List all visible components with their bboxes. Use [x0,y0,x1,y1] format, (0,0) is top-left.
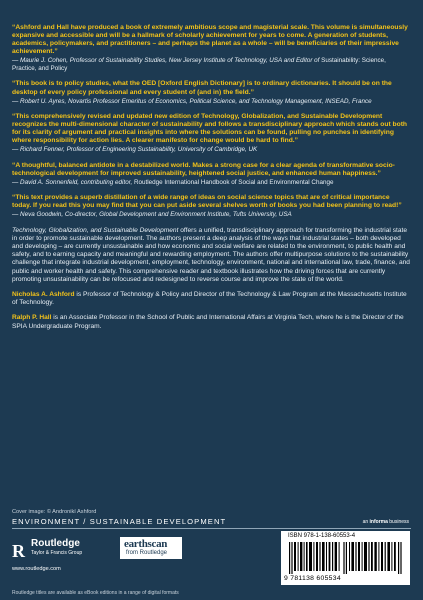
earthscan-subline: from Routledge [126,550,168,556]
cover-content [12,24,410,338]
subject-category: ENVIRONMENT / SUSTAINABLE DEVELOPMENT [12,517,227,526]
routledge-mark-letter: R [12,541,25,561]
barcode-icon [289,542,402,574]
endorsement [12,80,410,105]
book-description [12,227,410,284]
divider [12,528,411,529]
informa-business-label [363,519,409,525]
endorsement-author: — Maurie J. Cohen, [12,57,68,65]
informa-prefix: an [362,519,369,525]
informa-brand: informa [369,519,388,525]
publisher-name: Routledge [31,538,80,549]
endorsement-affiliation-2: Routledge International Handbook of Social and Environmental Change [133,178,334,186]
endorsement-attribution [12,211,410,219]
endorsement-author: — Robert U. Ayres, [12,97,67,105]
informa-suffix: business [389,519,409,525]
ebook-note: Routledge titles are available as eBook editions in a range of digital formats [12,590,179,596]
endorsement [12,24,410,73]
author-bio-text: is Professor of Technology & Policy and Director of the Technology & Law Program at the Massachusetts Institute of Technology. [12,291,407,307]
author-name: Ralph P. Hall [12,314,52,322]
isbn-barcode [281,531,410,585]
endorsement-quote: “This comprehensively revised and updated new edition of Technology, Globalization, and Sustainable Development recognizes the multi-dimensional character of sustainability and follows a transdisciplinary approach which stands out both for its clarity of argument and practical insights into where the solutions can be found, pulling no punches in identifying where responsibility for action lies. A clearer manifesto for change would be hard to find.” [12,112,408,145]
publisher-url: www.routledge.com [12,566,61,572]
endorsement-attribution [12,146,410,154]
author-bio-text: is an Associate Professor in the School of Public and International Affairs at Virginia Tech, where he is the Director of the SPIA Undergraduate Program. [12,314,404,330]
description-text: offers a unified, transdisciplinary approach for transforming the industrial state in order to promote sustainable development. The authors present a deep analysis of the ways that industrial states – both developed and developing – are currently unsustainable and how economic and social welfare are related to the environment, to public health and safety, and to earning capacity and meaningful and rewarding employment. The authors offer multipurpose solutions to the sustainability challenge that integrate industrial development, employment, technology, environment, national and international law, trade, finance, and public and worker health and safety. This comprehensive reader and textbook illustrates how the driving forces that are currently promoting unsustainability can be refocused and redesigned to reverse course and improve the state of the world. [12,226,410,283]
author-name: Nicholas A. Ashford [12,291,75,299]
endorsement-quote: “Ashford and Hall have produced a book of extremely ambitious scope and magisterial scale. This volume is simultaneously expansive and accessible and will be a hallmark of scholarly achievement for years to come. A generation of students, academics, policymakers, and practitioners – and perhaps the planet as a whole – will be beneficiaries of their impressive achievement.” [12,24,408,56]
endorsement-affiliation-2: Sustainability: Science, Practice, and Policy [12,57,386,73]
endorsement [12,194,410,219]
isbn-label: ISBN 978-1-138-60553-4 [288,533,356,539]
endorsement [12,113,410,154]
endorsement-author: — Richard Fenner, [12,146,65,154]
publisher-group: Taylor & Francis Group [31,550,83,556]
endorsement [12,162,410,187]
barcode-digits: 9 781138 605534 [284,575,341,582]
routledge-logo [12,534,92,574]
endorsement-quote: “This book is to policy studies, what the OED [Oxford English Dictionary] is to ordinary dictionaries. It should be on the desktop of every policy professional and every student of (and in) the field.” [12,80,392,96]
endorsement-affiliation: contributing editor, [80,178,133,186]
cover-credit: Cover image: © Andronikí Ashford [12,509,97,515]
routledge-mark-icon [12,534,28,562]
endorsement-author: — David A. Sonnenfeld, [12,178,79,186]
endorsement-quote: “This text provides a superb distillation of a wide range of ideas on social science topics that are of critical importance today. If you read this you may find that you can put aside several shelves worth of books you had been planning to read!” [12,194,402,210]
author-bio [12,314,410,330]
endorsement-attribution [12,98,410,106]
earthscan-wordmark: earthscan [124,538,168,550]
endorsement-affiliation: Novartis Professor Emeritus of Economics, Political Science, and Technology Management, INSEAD, France [68,97,372,105]
endorsement-affiliation: Professor of Sustainability Studies, New Jersey Institute of Technology, USA and Editor of [69,57,320,65]
author-bio [12,291,410,307]
endorsement-quote: “A thoughtful, balanced antidote in a destabilized world. Makes a strong case for a clear agenda of transformative socio-technological development for improved sustainability, heightened social justice, and enhanced human happiness.” [12,161,395,177]
endorsement-attribution [12,57,410,73]
endorsement-affiliation: Professor of Engineering Sustainability, University of Cambridge, UK [66,146,258,154]
earthscan-logo [120,537,182,559]
endorsement-author: — Neva Goodwin, [12,211,64,219]
endorsement-affiliation: Co-director, Global Development and Environment Institute, Tufts University, USA [64,211,292,219]
endorsement-attribution [12,179,410,187]
book-title: Technology, Globalization, and Sustainable Development [12,226,179,234]
